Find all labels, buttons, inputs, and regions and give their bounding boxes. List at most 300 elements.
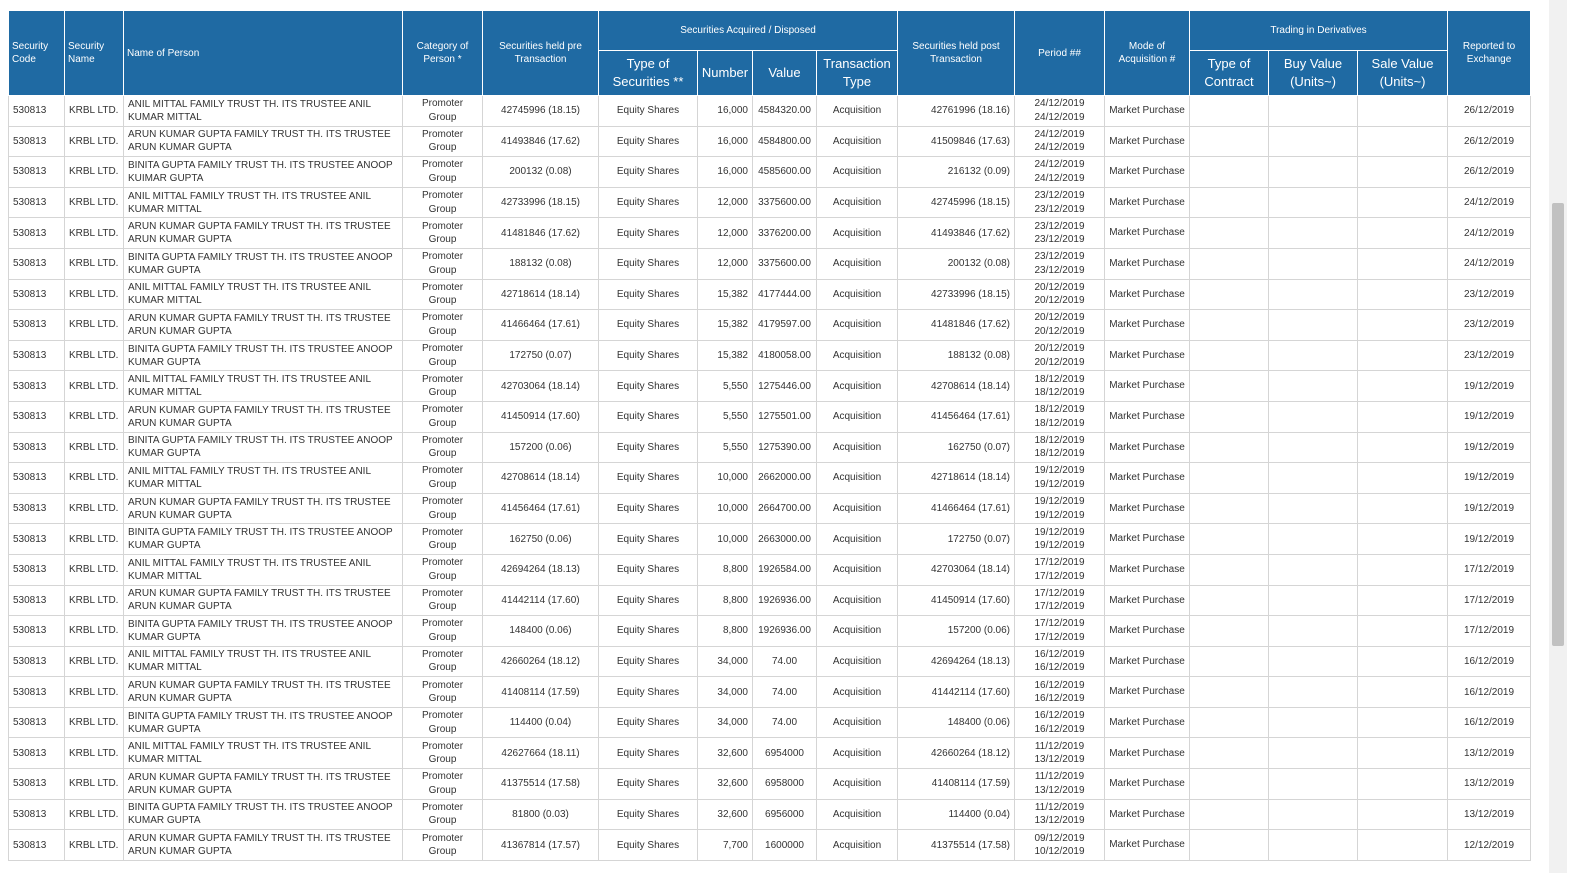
header-category: Category of Person * <box>403 11 483 96</box>
cell-security-name: KRBL LTD. <box>65 279 124 310</box>
cell-transaction-type: Acquisition <box>817 340 898 371</box>
table-row <box>9 96 1531 127</box>
cell-period <box>1015 401 1105 432</box>
period-to: 13/12/2019 <box>1034 784 1085 796</box>
cell-reported: 24/12/2019 <box>1448 218 1531 249</box>
cell-reported: 13/12/2019 <box>1448 738 1531 769</box>
cell-value: 3376200.00 <box>753 218 817 249</box>
cell-reported: 19/12/2019 <box>1448 371 1531 402</box>
cell-period <box>1015 707 1105 738</box>
cell-transaction-type: Acquisition <box>817 463 898 494</box>
cell-security-code: 530813 <box>9 830 65 861</box>
header-buy-value: Buy Value (Units~) <box>1269 51 1358 96</box>
cell-type-of-securities: Equity Shares <box>599 157 698 188</box>
table-row <box>9 340 1531 371</box>
cell-mode: Market Purchase <box>1105 769 1190 800</box>
cell-value: 74.00 <box>753 677 817 708</box>
cell-mode: Market Purchase <box>1105 401 1190 432</box>
cell-reported: 23/12/2019 <box>1448 279 1531 310</box>
period-from: 16/12/2019 <box>1034 679 1085 691</box>
cell-person-name: ANIL MITTAL FAMILY TRUST TH. ITS TRUSTEE ANIL KUMAR MITTAL <box>124 646 403 677</box>
cell-category: Promoter Group <box>403 248 483 279</box>
cell-period <box>1015 799 1105 830</box>
cell-type-of-securities: Equity Shares <box>599 585 698 616</box>
cell-security-name: KRBL LTD. <box>65 493 124 524</box>
cell-transaction-type: Acquisition <box>817 646 898 677</box>
cell-security-code: 530813 <box>9 371 65 402</box>
cell-transaction-type: Acquisition <box>817 157 898 188</box>
cell-sale-value <box>1358 799 1448 830</box>
cell-category: Promoter Group <box>403 371 483 402</box>
cell-reported: 17/12/2019 <box>1448 616 1531 647</box>
table-row <box>9 463 1531 494</box>
cell-number: 10,000 <box>698 463 753 494</box>
cell-security-name: KRBL LTD. <box>65 769 124 800</box>
cell-number: 32,600 <box>698 769 753 800</box>
table-header <box>9 11 1531 96</box>
cell-buy-value <box>1269 646 1358 677</box>
table-row <box>9 432 1531 463</box>
cell-held-pre: 42703064 (18.14) <box>483 371 599 402</box>
insider-trading-table-container <box>8 10 1530 861</box>
cell-transaction-type: Acquisition <box>817 432 898 463</box>
cell-type-of-securities: Equity Shares <box>599 646 698 677</box>
table-row <box>9 187 1531 218</box>
cell-type-of-contract <box>1190 157 1269 188</box>
cell-type-of-contract <box>1190 585 1269 616</box>
cell-mode: Market Purchase <box>1105 707 1190 738</box>
cell-value: 4180058.00 <box>753 340 817 371</box>
cell-person-name: ARUN KUMAR GUPTA FAMILY TRUST TH. ITS TRUSTEE ARUN KUMAR GUPTA <box>124 218 403 249</box>
cell-period <box>1015 493 1105 524</box>
cell-period <box>1015 432 1105 463</box>
cell-security-code: 530813 <box>9 96 65 127</box>
cell-held-pre: 172750 (0.07) <box>483 340 599 371</box>
cell-mode: Market Purchase <box>1105 218 1190 249</box>
period-from: 23/12/2019 <box>1034 251 1085 263</box>
cell-held-pre: 42733996 (18.15) <box>483 187 599 218</box>
table-row <box>9 493 1531 524</box>
period-from: 19/12/2019 <box>1034 496 1085 508</box>
cell-type-of-contract <box>1190 310 1269 341</box>
cell-reported: 24/12/2019 <box>1448 248 1531 279</box>
cell-sale-value <box>1358 769 1448 800</box>
period-to: 23/12/2019 <box>1034 203 1085 215</box>
cell-held-pre: 42745996 (18.15) <box>483 96 599 127</box>
period-to: 18/12/2019 <box>1034 448 1085 460</box>
cell-value: 4585600.00 <box>753 157 817 188</box>
cell-person-name: BINITA GUPTA FAMILY TRUST TH. ITS TRUSTEE ANOOP KUMAR GUPTA <box>124 707 403 738</box>
cell-held-pre: 42660264 (18.12) <box>483 646 599 677</box>
cell-held-post: 188132 (0.08) <box>898 340 1015 371</box>
cell-value: 1275446.00 <box>753 371 817 402</box>
cell-transaction-type: Acquisition <box>817 554 898 585</box>
cell-transaction-type: Acquisition <box>817 126 898 157</box>
cell-transaction-type: Acquisition <box>817 96 898 127</box>
cell-value: 2662000.00 <box>753 463 817 494</box>
cell-security-name: KRBL LTD. <box>65 157 124 188</box>
period-to: 10/12/2019 <box>1034 846 1085 858</box>
cell-value: 3375600.00 <box>753 248 817 279</box>
cell-held-pre: 41456464 (17.61) <box>483 493 599 524</box>
cell-type-of-securities: Equity Shares <box>599 248 698 279</box>
cell-security-name: KRBL LTD. <box>65 340 124 371</box>
cell-number: 32,600 <box>698 738 753 769</box>
cell-value: 74.00 <box>753 707 817 738</box>
cell-person-name: ARUN KUMAR GUPTA FAMILY TRUST TH. ITS TRUSTEE ARUN KUMAR GUPTA <box>124 830 403 861</box>
cell-security-name: KRBL LTD. <box>65 371 124 402</box>
cell-category: Promoter Group <box>403 616 483 647</box>
cell-category: Promoter Group <box>403 157 483 188</box>
table-row <box>9 371 1531 402</box>
cell-value: 2664700.00 <box>753 493 817 524</box>
cell-type-of-contract <box>1190 126 1269 157</box>
cell-mode: Market Purchase <box>1105 616 1190 647</box>
cell-security-code: 530813 <box>9 401 65 432</box>
period-to: 23/12/2019 <box>1034 234 1085 246</box>
period-to: 18/12/2019 <box>1034 387 1085 399</box>
cell-period <box>1015 585 1105 616</box>
cell-sale-value <box>1358 218 1448 249</box>
table-row <box>9 769 1531 800</box>
period-to: 19/12/2019 <box>1034 478 1085 490</box>
cell-number: 12,000 <box>698 187 753 218</box>
header-mode: Mode of Acquisition # <box>1105 11 1190 96</box>
cell-type-of-contract <box>1190 371 1269 402</box>
cell-security-name: KRBL LTD. <box>65 218 124 249</box>
cell-mode: Market Purchase <box>1105 371 1190 402</box>
cell-number: 10,000 <box>698 524 753 555</box>
cell-buy-value <box>1269 616 1358 647</box>
period-to: 24/12/2019 <box>1034 111 1085 123</box>
cell-reported: 19/12/2019 <box>1448 432 1531 463</box>
cell-category: Promoter Group <box>403 96 483 127</box>
cell-transaction-type: Acquisition <box>817 616 898 647</box>
cell-held-post: 41466464 (17.61) <box>898 493 1015 524</box>
cell-security-code: 530813 <box>9 493 65 524</box>
cell-value: 1926936.00 <box>753 585 817 616</box>
cell-held-post: 42733996 (18.15) <box>898 279 1015 310</box>
header-security-name: Security Name <box>65 11 124 96</box>
cell-type-of-securities: Equity Shares <box>599 279 698 310</box>
cell-sale-value <box>1358 554 1448 585</box>
cell-type-of-contract <box>1190 830 1269 861</box>
cell-person-name: ANIL MITTAL FAMILY TRUST TH. ITS TRUSTEE ANIL KUMAR MITTAL <box>124 187 403 218</box>
cell-security-name: KRBL LTD. <box>65 401 124 432</box>
cell-security-name: KRBL LTD. <box>65 646 124 677</box>
cell-security-code: 530813 <box>9 554 65 585</box>
cell-security-code: 530813 <box>9 769 65 800</box>
table-row <box>9 830 1531 861</box>
cell-buy-value <box>1269 340 1358 371</box>
cell-person-name: ARUN KUMAR GUPTA FAMILY TRUST TH. ITS TRUSTEE ARUN KUMAR GUPTA <box>124 769 403 800</box>
cell-value: 1926936.00 <box>753 616 817 647</box>
cell-transaction-type: Acquisition <box>817 677 898 708</box>
cell-sale-value <box>1358 616 1448 647</box>
cell-category: Promoter Group <box>403 126 483 157</box>
header-security-code: Security Code <box>9 11 65 96</box>
cell-person-name: BINITA GUPTA FAMILY TRUST TH. ITS TRUSTEE ANOOP KUIMAR GUPTA <box>124 157 403 188</box>
cell-buy-value <box>1269 96 1358 127</box>
cell-security-name: KRBL LTD. <box>65 677 124 708</box>
cell-security-name: KRBL LTD. <box>65 310 124 341</box>
cell-type-of-contract <box>1190 463 1269 494</box>
cell-reported: 26/12/2019 <box>1448 126 1531 157</box>
cell-held-pre: 188132 (0.08) <box>483 248 599 279</box>
header-number: Number <box>698 51 753 96</box>
cell-type-of-contract <box>1190 769 1269 800</box>
cell-reported: 13/12/2019 <box>1448 769 1531 800</box>
cell-mode: Market Purchase <box>1105 432 1190 463</box>
cell-number: 34,000 <box>698 677 753 708</box>
cell-security-name: KRBL LTD. <box>65 126 124 157</box>
cell-sale-value <box>1358 493 1448 524</box>
cell-security-code: 530813 <box>9 677 65 708</box>
table-body <box>9 96 1531 861</box>
cell-period <box>1015 310 1105 341</box>
cell-held-post: 41509846 (17.63) <box>898 126 1015 157</box>
cell-security-name: KRBL LTD. <box>65 432 124 463</box>
cell-type-of-securities: Equity Shares <box>599 707 698 738</box>
cell-value: 6958000 <box>753 769 817 800</box>
cell-number: 15,382 <box>698 340 753 371</box>
cell-held-pre: 42627664 (18.11) <box>483 738 599 769</box>
cell-sale-value <box>1358 738 1448 769</box>
cell-mode: Market Purchase <box>1105 463 1190 494</box>
cell-type-of-securities: Equity Shares <box>599 401 698 432</box>
cell-security-code: 530813 <box>9 585 65 616</box>
cell-sale-value <box>1358 463 1448 494</box>
period-from: 24/12/2019 <box>1034 128 1085 140</box>
cell-held-post: 172750 (0.07) <box>898 524 1015 555</box>
cell-security-name: KRBL LTD. <box>65 830 124 861</box>
cell-security-name: KRBL LTD. <box>65 463 124 494</box>
cell-transaction-type: Acquisition <box>817 585 898 616</box>
period-to: 20/12/2019 <box>1034 356 1085 368</box>
cell-person-name: BINITA GUPTA FAMILY TRUST TH. ITS TRUSTEE ANOOP KUMAR GUPTA <box>124 340 403 371</box>
cell-security-name: KRBL LTD. <box>65 738 124 769</box>
cell-held-post: 42708614 (18.14) <box>898 371 1015 402</box>
cell-type-of-contract <box>1190 96 1269 127</box>
cell-security-code: 530813 <box>9 707 65 738</box>
cell-buy-value <box>1269 493 1358 524</box>
cell-transaction-type: Acquisition <box>817 738 898 769</box>
table-row <box>9 126 1531 157</box>
cell-held-post: 200132 (0.08) <box>898 248 1015 279</box>
cell-buy-value <box>1269 279 1358 310</box>
header-name-of-person: Name of Person <box>124 11 403 96</box>
cell-security-code: 530813 <box>9 646 65 677</box>
cell-held-pre: 41481846 (17.62) <box>483 218 599 249</box>
cell-type-of-contract <box>1190 554 1269 585</box>
cell-security-code: 530813 <box>9 616 65 647</box>
cell-sale-value <box>1358 310 1448 341</box>
cell-held-post: 41481846 (17.62) <box>898 310 1015 341</box>
cell-mode: Market Purchase <box>1105 187 1190 218</box>
cell-security-code: 530813 <box>9 738 65 769</box>
period-from: 18/12/2019 <box>1034 434 1085 446</box>
cell-number: 8,800 <box>698 554 753 585</box>
table-row <box>9 554 1531 585</box>
cell-transaction-type: Acquisition <box>817 401 898 432</box>
period-to: 13/12/2019 <box>1034 815 1085 827</box>
cell-category: Promoter Group <box>403 463 483 494</box>
cell-value: 4584320.00 <box>753 96 817 127</box>
cell-value: 6956000 <box>753 799 817 830</box>
period-from: 16/12/2019 <box>1034 648 1085 660</box>
period-to: 16/12/2019 <box>1034 693 1085 705</box>
cell-type-of-securities: Equity Shares <box>599 96 698 127</box>
cell-held-pre: 157200 (0.06) <box>483 432 599 463</box>
cell-person-name: BINITA GUPTA FAMILY TRUST TH. ITS TRUSTEE ANOOP KUMAR GUPTA <box>124 432 403 463</box>
cell-type-of-securities: Equity Shares <box>599 463 698 494</box>
cell-person-name: ARUN KUMAR GUPTA FAMILY TRUST TH. ITS TRUSTEE ARUN KUMAR GUPTA <box>124 126 403 157</box>
cell-number: 32,600 <box>698 799 753 830</box>
cell-security-name: KRBL LTD. <box>65 187 124 218</box>
cell-period <box>1015 96 1105 127</box>
table-row <box>9 279 1531 310</box>
cell-transaction-type: Acquisition <box>817 799 898 830</box>
scrollbar-thumb[interactable] <box>1552 203 1564 646</box>
cell-buy-value <box>1269 218 1358 249</box>
period-to: 19/12/2019 <box>1034 509 1085 521</box>
cell-buy-value <box>1269 432 1358 463</box>
header-type-of-securities: Type of Securities ** <box>599 51 698 96</box>
cell-held-pre: 42708614 (18.14) <box>483 463 599 494</box>
cell-period <box>1015 279 1105 310</box>
cell-category: Promoter Group <box>403 218 483 249</box>
period-to: 17/12/2019 <box>1034 631 1085 643</box>
cell-period <box>1015 646 1105 677</box>
period-from: 17/12/2019 <box>1034 618 1085 630</box>
cell-held-post: 157200 (0.06) <box>898 616 1015 647</box>
cell-type-of-securities: Equity Shares <box>599 738 698 769</box>
cell-type-of-contract <box>1190 707 1269 738</box>
cell-type-of-securities: Equity Shares <box>599 218 698 249</box>
cell-reported: 17/12/2019 <box>1448 554 1531 585</box>
cell-category: Promoter Group <box>403 646 483 677</box>
cell-value: 4179597.00 <box>753 310 817 341</box>
cell-category: Promoter Group <box>403 432 483 463</box>
cell-buy-value <box>1269 187 1358 218</box>
cell-security-code: 530813 <box>9 463 65 494</box>
cell-held-post: 42694264 (18.13) <box>898 646 1015 677</box>
cell-security-code: 530813 <box>9 248 65 279</box>
cell-type-of-securities: Equity Shares <box>599 340 698 371</box>
cell-period <box>1015 830 1105 861</box>
cell-transaction-type: Acquisition <box>817 279 898 310</box>
cell-reported: 19/12/2019 <box>1448 493 1531 524</box>
cell-type-of-securities: Equity Shares <box>599 769 698 800</box>
period-from: 17/12/2019 <box>1034 587 1085 599</box>
cell-reported: 23/12/2019 <box>1448 310 1531 341</box>
cell-held-pre: 41375514 (17.58) <box>483 769 599 800</box>
cell-buy-value <box>1269 310 1358 341</box>
cell-value: 1926584.00 <box>753 554 817 585</box>
cell-type-of-contract <box>1190 493 1269 524</box>
period-to: 18/12/2019 <box>1034 417 1085 429</box>
header-acquired-disposed-group: Securities Acquired / Disposed <box>599 11 898 51</box>
cell-buy-value <box>1269 830 1358 861</box>
cell-number: 15,382 <box>698 279 753 310</box>
cell-number: 5,550 <box>698 401 753 432</box>
cell-buy-value <box>1269 738 1358 769</box>
table-row <box>9 646 1531 677</box>
cell-number: 16,000 <box>698 157 753 188</box>
period-to: 20/12/2019 <box>1034 325 1085 337</box>
cell-number: 5,550 <box>698 371 753 402</box>
cell-transaction-type: Acquisition <box>817 493 898 524</box>
cell-type-of-contract <box>1190 279 1269 310</box>
cell-sale-value <box>1358 187 1448 218</box>
period-from: 23/12/2019 <box>1034 190 1085 202</box>
cell-person-name: ARUN KUMAR GUPTA FAMILY TRUST TH. ITS TRUSTEE ARUN KUMAR GUPTA <box>124 401 403 432</box>
cell-number: 8,800 <box>698 616 753 647</box>
cell-period <box>1015 340 1105 371</box>
cell-reported: 19/12/2019 <box>1448 401 1531 432</box>
cell-held-post: 42660264 (18.12) <box>898 738 1015 769</box>
cell-transaction-type: Acquisition <box>817 218 898 249</box>
cell-type-of-securities: Equity Shares <box>599 371 698 402</box>
cell-buy-value <box>1269 554 1358 585</box>
cell-person-name: ARUN KUMAR GUPTA FAMILY TRUST TH. ITS TRUSTEE ARUN KUMAR GUPTA <box>124 310 403 341</box>
cell-mode: Market Purchase <box>1105 126 1190 157</box>
cell-value: 2663000.00 <box>753 524 817 555</box>
cell-security-name: KRBL LTD. <box>65 96 124 127</box>
period-to: 17/12/2019 <box>1034 570 1085 582</box>
cell-held-pre: 114400 (0.04) <box>483 707 599 738</box>
period-from: 24/12/2019 <box>1034 159 1085 171</box>
period-to: 16/12/2019 <box>1034 723 1085 735</box>
cell-held-post: 42718614 (18.14) <box>898 463 1015 494</box>
cell-mode: Market Purchase <box>1105 738 1190 769</box>
cell-mode: Market Purchase <box>1105 830 1190 861</box>
cell-reported: 26/12/2019 <box>1448 157 1531 188</box>
cell-held-post: 41442114 (17.60) <box>898 677 1015 708</box>
cell-security-name: KRBL LTD. <box>65 707 124 738</box>
cell-mode: Market Purchase <box>1105 554 1190 585</box>
cell-number: 34,000 <box>698 707 753 738</box>
cell-security-code: 530813 <box>9 218 65 249</box>
period-from: 16/12/2019 <box>1034 710 1085 722</box>
cell-type-of-contract <box>1190 187 1269 218</box>
cell-mode: Market Purchase <box>1105 279 1190 310</box>
cell-security-code: 530813 <box>9 187 65 218</box>
table-row <box>9 248 1531 279</box>
header-type-of-contract: Type of Contract <box>1190 51 1269 96</box>
cell-held-post: 114400 (0.04) <box>898 799 1015 830</box>
cell-security-name: KRBL LTD. <box>65 616 124 647</box>
cell-period <box>1015 554 1105 585</box>
table-row <box>9 524 1531 555</box>
cell-number: 12,000 <box>698 218 753 249</box>
cell-held-pre: 41450914 (17.60) <box>483 401 599 432</box>
cell-security-code: 530813 <box>9 432 65 463</box>
cell-sale-value <box>1358 340 1448 371</box>
cell-held-post: 41456464 (17.61) <box>898 401 1015 432</box>
table-row <box>9 585 1531 616</box>
cell-sale-value <box>1358 248 1448 279</box>
period-from: 11/12/2019 <box>1034 801 1085 813</box>
cell-transaction-type: Acquisition <box>817 310 898 341</box>
cell-category: Promoter Group <box>403 279 483 310</box>
cell-held-pre: 41466464 (17.61) <box>483 310 599 341</box>
cell-type-of-securities: Equity Shares <box>599 830 698 861</box>
cell-type-of-securities: Equity Shares <box>599 554 698 585</box>
cell-period <box>1015 616 1105 647</box>
cell-number: 5,550 <box>698 432 753 463</box>
period-to: 13/12/2019 <box>1034 754 1085 766</box>
